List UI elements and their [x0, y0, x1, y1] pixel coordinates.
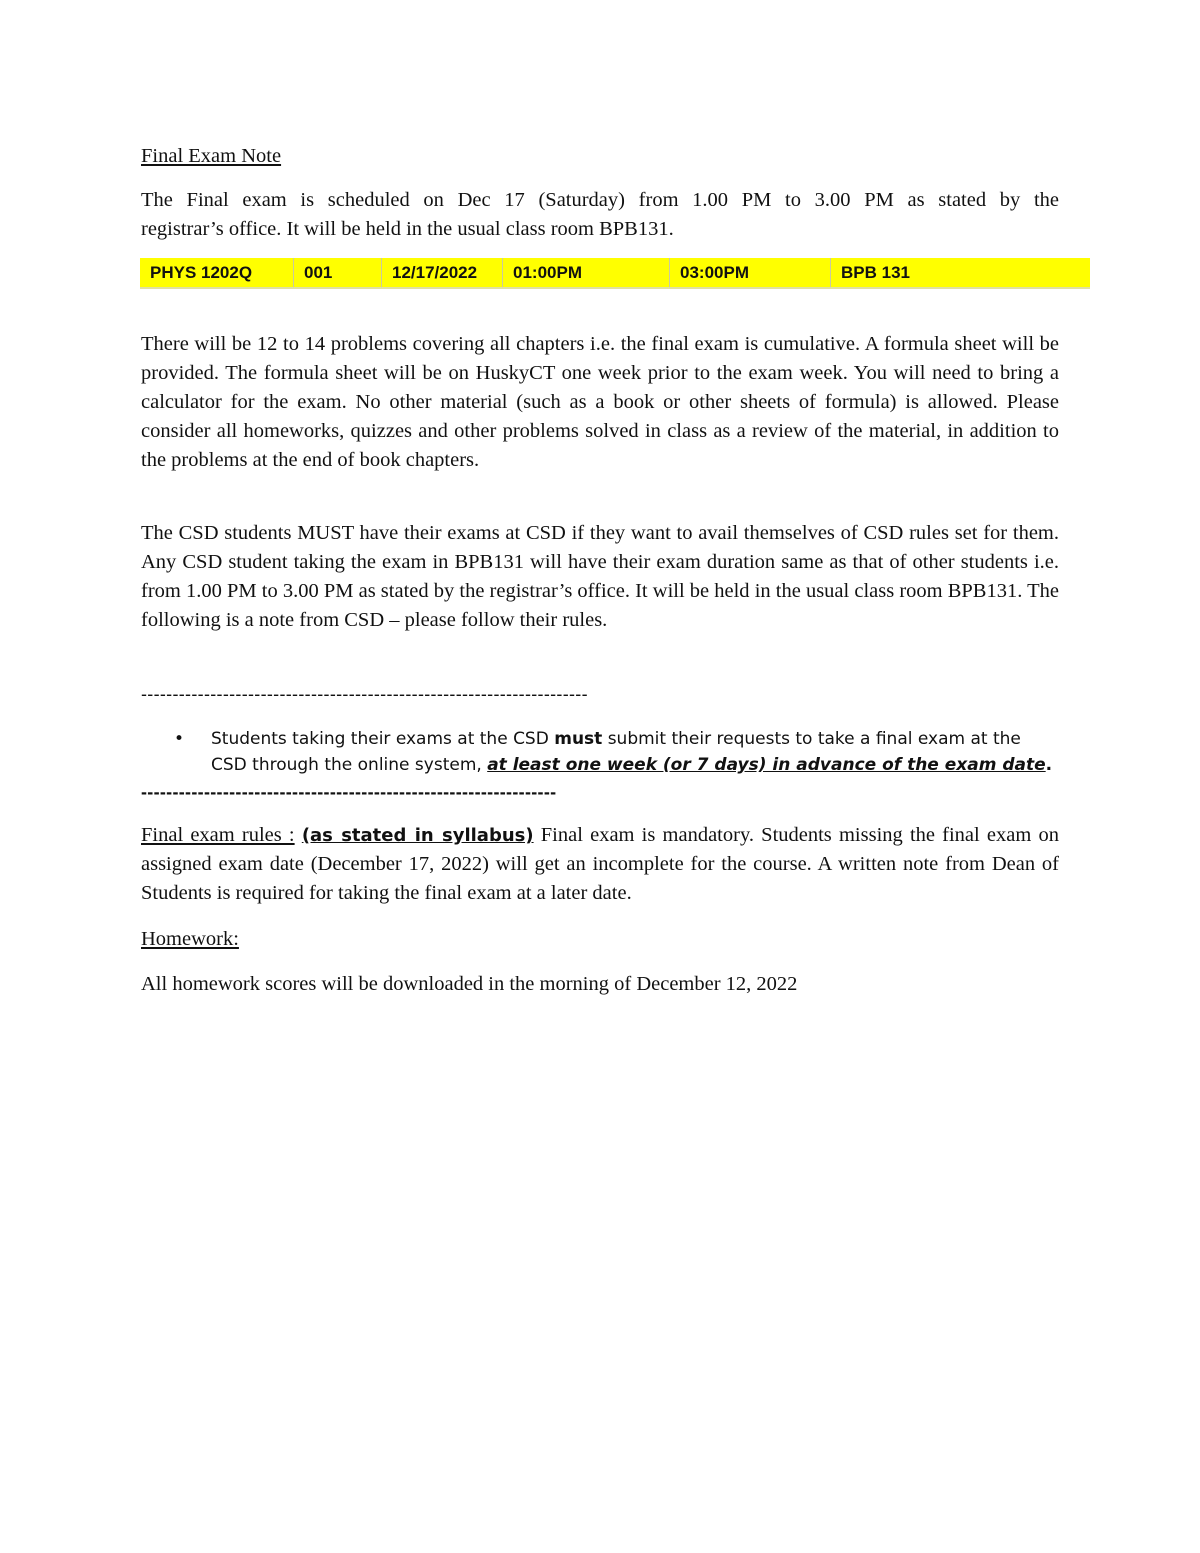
bullet-icon: •	[174, 729, 185, 749]
rules-syllabus-note: (as stated in syllabus)	[301, 825, 534, 846]
schedule-end-time: 03:00PM	[670, 258, 831, 287]
schedule-section: 001	[294, 258, 382, 287]
homework-heading: Homework:	[141, 928, 239, 950]
intro-line-1: The Final exam is scheduled on Dec 17 (Saturday) from 1.00 PM to 3.00 PM as stated by the	[141, 189, 1059, 211]
bullet-text-part-2: submit their requests to take a final exam at the CSD through the online system,	[211, 729, 1021, 775]
schedule-date: 12/17/2022	[382, 258, 503, 287]
bullet-deadline-emphasis: at least one week (or 7 days) in advance of the exam date	[487, 755, 1046, 775]
schedule-row	[140, 258, 1090, 289]
intro-paragraph	[141, 186, 1059, 244]
schedule-course: PHYS 1202Q	[140, 258, 294, 287]
problems-paragraph: There will be 12 to 14 problems covering all chapters i.e. the final exam is cumulative. A formula sheet will be provided. The formula sheet will be on HuskyCT one week prior to the exam week. You will need to bring a calculator for the exam. No other material (such as a book or other sheets of formula) is allowed. Please consider all homeworks, quizzes and other problems solved in class as a review of the material, in addition to the problems at the end of book chapters.	[141, 333, 1059, 471]
page-title: Final Exam Note	[141, 145, 282, 167]
csd-paragraph: The CSD students MUST have their exams at CSD if they want to avail themselves of CSD rules set for them. Any CSD student taking the exam in BPB131 will have their exam duration same as that of other students i.e. from 1.00 PM to 3.00 PM as stated by the registrar’s office. It will be held in the usual class room BPB131. The following is a note from CSD – please follow their rules.	[141, 522, 1059, 631]
rules-text: Final exam is mandatory. Students missing the final exam on assigned exam date (December 17, 2022) will get an incomplete for the course. A written note from Dean of Students is required for taking the final exam at a later date.	[141, 824, 1059, 904]
rules-paragraph	[141, 821, 1059, 908]
intro-line-2: registrar’s office. It will be held in the usual class room BPB131.	[141, 218, 674, 240]
bullet-text-part-1: Students taking their exams at the CSD	[211, 729, 555, 749]
schedule-start-time: 01:00PM	[503, 258, 670, 287]
schedule-room: BPB 131	[841, 263, 910, 282]
separator-line-1: -----------------------------------------------------------------------	[141, 684, 588, 704]
separator-line-2: ------------------------------------------------------------------	[141, 782, 557, 802]
rules-label: Final exam rules :	[141, 824, 295, 846]
bullet-bold-word: must	[554, 729, 603, 749]
bullet-text	[211, 726, 1061, 778]
bullet-period: .	[1045, 755, 1053, 775]
csd-note-bullet	[141, 726, 1061, 778]
homework-text: All homework scores will be downloaded in the morning of December 12, 2022	[141, 973, 798, 995]
